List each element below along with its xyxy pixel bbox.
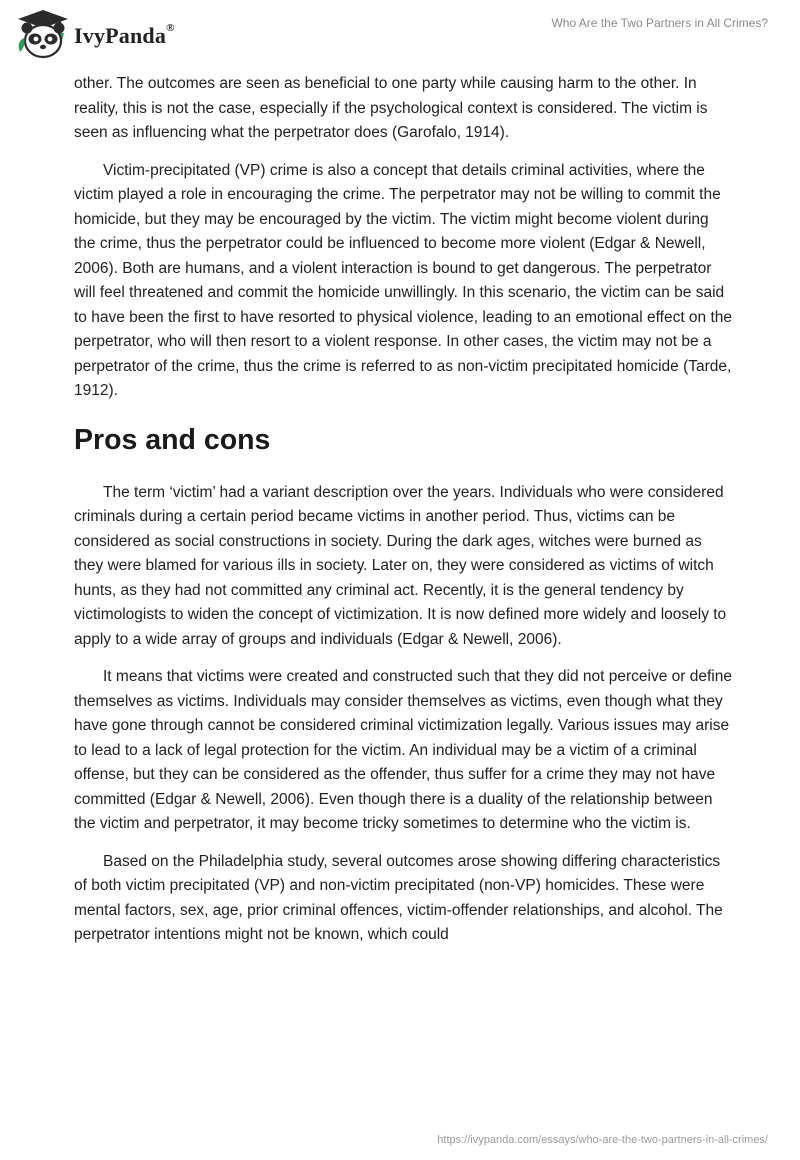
source-url[interactable]: https://ivypanda.com/essays/who-are-the-two-partners-in-all-crimes/ bbox=[437, 1134, 768, 1146]
brand-logo[interactable] bbox=[14, 8, 175, 60]
paragraph: Victim-precipitated (VP) crime is also a concept that details criminal activities, where the victim played a role in encouraging the crime. The perpetrator may not be willing to commit the homicide, but they may be encouraged by the victim. The victim might become violent during the crime, thus the perpetrator could be influenced to become more violent (Edgar & Newell, 2006). Both are humans, and a violent interaction is bound to get dangerous. The perpetrator will feel threatened and commit the homicide unwillingly. In this scenario, the victim can be said to have been the first to have resorted to physical violence, leading to an emotional effect on the perpetrator, who will then resort to a violent response. In other cases, the victim may not be a perpetrator of the crime, thus the crime is referred to as non-victim precipitated homicide (Tarde, 1912). bbox=[74, 161, 733, 399]
essay-content bbox=[74, 72, 734, 961]
paragraph: other. The outcomes are seen as beneficial to one party while causing harm to the other. In reality, this is not the case, especially if the psychological context is considered. The victim is seen as influencing what the perpetrator does (Garofalo, 1914). bbox=[74, 75, 708, 141]
panda-graduate-icon bbox=[14, 8, 72, 60]
page-header bbox=[0, 0, 800, 70]
document-title: Who Are the Two Partners in All Crimes? bbox=[551, 16, 768, 30]
paragraph: The term ‘victim’ had a variant description over the years. Individuals who were considered criminals during a certain period became victims in another period. Thus, victims can be considered as social constructions in society. During the dark ages, witches were burned as they were blamed for various ills in society. Later on, they were considered as victims of witch hunts, as they had not committed any criminal act. Recently, it is the general tendency by victimologists to widen the concept of victimization. It is now defined more widely and loosely to apply to a wide array of groups and individuals (Edgar & Newell, 2006). bbox=[74, 483, 727, 648]
paragraph: It means that victims were created and constructed such that they did not perceive or define themselves as victims. Individuals may consider themselves as victims, even though what they have gone through cannot be considered criminal victimization legally. Various issues may arise to lead to a lack of legal protection for the victim. An individual may be a victim of a criminal offense, but they can be considered as the offender, thus suffer for a crime they may not have committed (Edgar & Newell, 2006). Even though there is a duality of the relationship between the victim and perpetrator, it may become tricky sometimes to determine who the victim is. bbox=[74, 668, 732, 832]
section-heading: Pros and cons bbox=[74, 423, 271, 456]
paragraph: Based on the Philadelphia study, several outcomes arose showing differing characteristics of both victim precipitated (VP) and non-victim precipitated (non-VP) homicides. These were mental factors, sex, age, prior criminal offences, victim-offender relationships, and alcohol. The perpetrator intentions might not be known, which could bbox=[74, 852, 723, 943]
brand-name: IvyPanda® bbox=[74, 21, 175, 48]
